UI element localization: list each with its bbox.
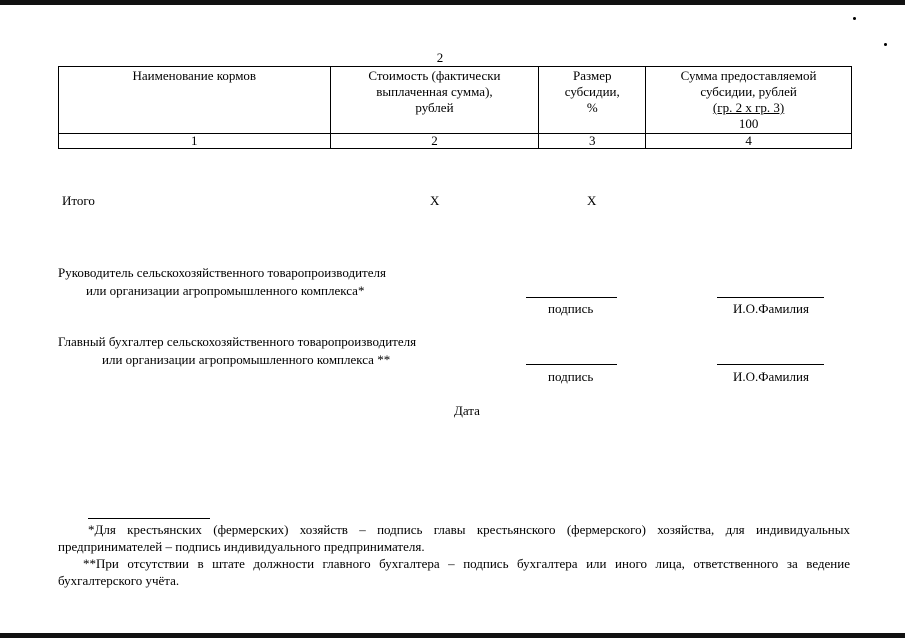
scan-edge-bottom xyxy=(0,633,905,638)
footnote-separator xyxy=(88,518,210,519)
header-subsidy-rate: Размер субсидии, % xyxy=(539,67,646,134)
column-number: 3 xyxy=(539,134,646,149)
page-number: 2 xyxy=(436,50,444,65)
column-number: 1 xyxy=(59,134,331,149)
accountant-name-line xyxy=(717,364,824,365)
scan-speck xyxy=(853,17,856,20)
total-col2-mark: Х xyxy=(430,193,440,208)
footnote-2: **При отсутствии в штате должности главного бухгалтера – подпись бухгалтера или иного лица, ответственного за ведение бухгалтерского учёта. xyxy=(58,556,850,588)
head-name-label: И.О.Фамилия xyxy=(733,301,809,316)
scan-speck xyxy=(884,43,887,46)
head-title-line2: или организации агропромышленного комплекса* xyxy=(86,283,365,298)
header-feed-name: Наименование кормов xyxy=(59,67,331,134)
head-title-line1: Руководитель сельскохозяйственного товаропроизводителя xyxy=(58,265,386,280)
table-column-numbers-row xyxy=(59,134,852,149)
head-name-line xyxy=(717,297,824,298)
table-header-row xyxy=(59,67,852,134)
footnote-1: *Для крестьянских (фермерских) хозяйств – подпись главы крестьянского (фермерского) хозяйства, для индивидуальных предпринимателей – подпись индивидуального предпринимателя. xyxy=(58,522,850,554)
accountant-name-label: И.О.Фамилия xyxy=(733,369,809,384)
head-signature-label: подпись xyxy=(548,301,594,316)
accountant-title-line2: или организации агропромышленного комплекса ** xyxy=(102,352,391,367)
subsidy-table xyxy=(58,66,852,149)
date-label: Дата xyxy=(454,403,480,418)
header-cost: Стоимость (фактически выплаченная сумма), рублей xyxy=(330,67,539,134)
header-subsidy-amount: Сумма предоставляемой субсидии, рублей (гр. 2 х гр. 3) 100 xyxy=(646,67,852,134)
total-label: Итого xyxy=(62,193,95,208)
accountant-signature-line xyxy=(526,364,617,365)
total-col3-mark: Х xyxy=(587,193,597,208)
accountant-signature-label: подпись xyxy=(548,369,594,384)
scan-edge-top xyxy=(0,0,905,5)
accountant-title-line1: Главный бухгалтер сельскохозяйственного товаропроизводителя xyxy=(58,334,417,349)
column-number: 2 xyxy=(330,134,539,149)
column-number: 4 xyxy=(646,134,852,149)
head-signature-line xyxy=(526,297,617,298)
